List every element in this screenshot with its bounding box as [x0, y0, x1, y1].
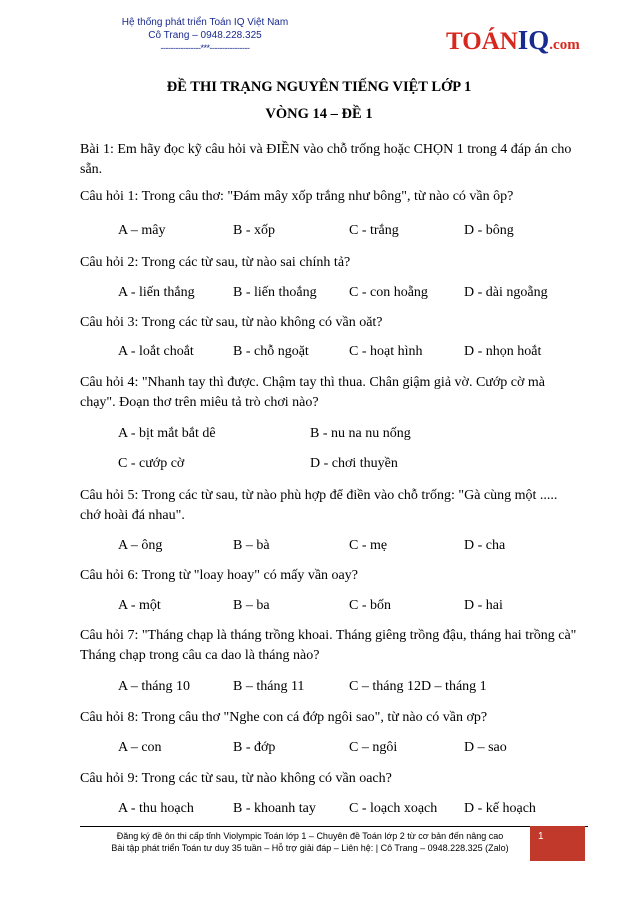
option-a: A – con: [118, 740, 162, 755]
footer-divider: [80, 826, 588, 827]
option-a: A – ông: [118, 538, 163, 553]
option-c: C - loạch xoạch: [349, 801, 438, 816]
option-a: A – mây: [118, 223, 166, 238]
toaniq-logo: [446, 25, 580, 55]
options-q6: [118, 596, 588, 616]
footer: [80, 830, 540, 854]
footer-line-2: Bài tập phát triển Toán tư duy 35 tuần – Hỗ trợ giải đáp – Liên hệ: | Cô Trang – 0948.228.325 (Zalo): [111, 843, 509, 853]
question-4: Câu hỏi 4: "Nhanh tay thì được. Chậm tay thì thua. Chân giậm giả vờ. Cướp cờ mà chạy". Đoạn thơ trên miêu tả trò chơi nào?: [80, 375, 545, 410]
logo-toan: TOÁN: [446, 28, 518, 55]
page-number-box: [530, 826, 585, 861]
options-q4-row2: [118, 454, 588, 474]
header-info: [110, 16, 300, 54]
option-a: A - một: [118, 598, 161, 613]
option-b: B - đớp: [233, 740, 276, 755]
header-divider: ----------------***----------------: [160, 43, 250, 53]
option-b: B - xốp: [233, 223, 275, 238]
option-c: C - bốn: [349, 598, 391, 613]
question-1: Câu hỏi 1: Trong câu thơ: "Đám mây xốp trắng như bông", từ nào có vần ôp?: [80, 189, 514, 204]
question-6: Câu hỏi 6: Trong từ "loay hoay" có mấy vần oay?: [80, 568, 358, 583]
option-d: D - dài ngoẵng: [464, 285, 548, 300]
page-number: 1: [538, 831, 544, 842]
document-title: ĐỀ THI TRẠNG NGUYÊN TIẾNG VIỆT LỚP 1: [166, 79, 472, 95]
option-b: B - khoanh tay: [233, 801, 316, 816]
options-q4-row1: [118, 424, 588, 444]
option-a: A - loắt choắt: [118, 344, 194, 359]
option-c-d: C – tháng 12D – tháng 1: [349, 679, 487, 694]
option-c: C - trắng: [349, 223, 399, 238]
options-q1: [118, 221, 588, 241]
option-d: D - nhọn hoắt: [464, 344, 542, 359]
option-d: D - hai: [464, 598, 503, 613]
options-q7: [118, 677, 588, 697]
options-q3: [118, 342, 588, 362]
logo-iq: IQ: [517, 25, 550, 55]
header-contact: Cô Trang – 0948.228.325: [148, 30, 262, 41]
option-c: C – ngôi: [349, 740, 398, 755]
option-d: D - chơi thuyền: [310, 456, 398, 471]
logo-com: .com: [549, 37, 580, 53]
intro-text: Bài 1: Em hãy đọc kỹ câu hỏi và ĐIỀN vào chỗ trống hoặc CHỌN 1 trong 4 đáp án cho sẵn.: [80, 142, 572, 177]
option-a: A – tháng 10: [118, 679, 190, 694]
option-c: C - cướp cờ: [118, 456, 185, 471]
question-8: Câu hỏi 8: Trong câu thơ "Nghe con cá đớp ngôi sao", từ nào có vần ơp?: [80, 710, 488, 725]
option-b: B - chỗ ngoặt: [233, 344, 309, 359]
options-q5: [118, 536, 588, 556]
option-c: C - con hoẵng: [349, 285, 428, 300]
footer-line-1: Đăng ký đề ôn thi cấp tỉnh Violympic Toán lớp 1 – Chuyên đề Toán lớp 2 từ cơ bản đến nâng cao: [116, 831, 504, 841]
option-c: C - hoạt hình: [349, 344, 423, 359]
options-q2: [118, 283, 588, 303]
option-b: B - liến thoắng: [233, 285, 317, 300]
question-5: Câu hỏi 5: Trong các từ sau, từ nào phù hợp để điền vào chỗ trống: "Gà cùng một ..... chớ hoài đá nhau".: [80, 488, 558, 523]
question-3: Câu hỏi 3: Trong các từ sau, từ nào không có vần oăt?: [80, 315, 383, 330]
header-org: Hệ thống phát triển Toán IQ Việt Nam: [121, 17, 289, 28]
option-a: A - bịt mắt bắt dê: [118, 426, 216, 441]
option-b: B – bà: [233, 538, 270, 553]
document-subtitle: VÒNG 14 – ĐỀ 1: [265, 106, 373, 122]
option-a: A - liến thắng: [118, 285, 195, 300]
option-a: A - thu hoạch: [118, 801, 194, 816]
option-b: B – tháng 11: [233, 679, 305, 694]
option-d: D – sao: [464, 740, 507, 755]
option-b: B - nu na nu nống: [310, 426, 411, 441]
option-d: D - cha: [464, 538, 506, 553]
option-d: D - bông: [464, 223, 514, 238]
option-d: D - kế hoạch: [464, 801, 536, 816]
options-q9: [118, 799, 588, 819]
options-q8: [118, 738, 588, 758]
question-7: Câu hỏi 7: "Tháng chạp là tháng trồng khoai. Tháng giêng trồng đậu, tháng hai trồng cà" Tháng chạp trong câu ca dao là tháng nào?: [80, 628, 577, 663]
option-c: C - mẹ: [349, 538, 388, 553]
question-2: Câu hỏi 2: Trong các từ sau, từ nào sai chính tả?: [80, 255, 351, 270]
option-b: B – ba: [233, 598, 270, 613]
question-9: Câu hỏi 9: Trong các từ sau, từ nào không có vần oach?: [80, 771, 392, 786]
